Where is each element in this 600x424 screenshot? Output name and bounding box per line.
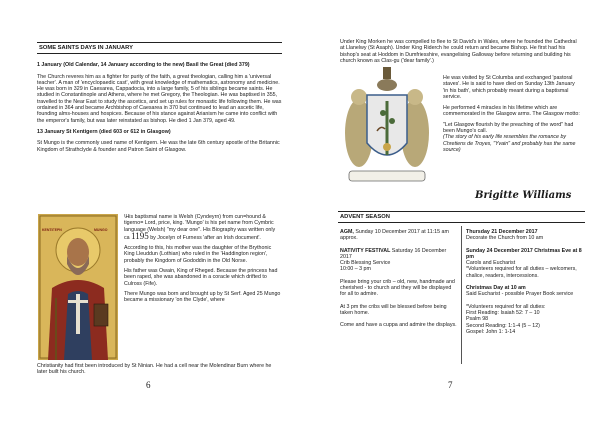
icon-side-text	[124, 214, 282, 308]
st-mungo-icon-image	[38, 214, 118, 360]
advent-left-column	[340, 229, 458, 335]
blessed-text: At 3 pm the cribs will be blessed before being taken home.	[340, 303, 447, 316]
story-text: (The story of his early life resembles the romance by Chretiens de Troyes, "Yvain" and probably has the same source)	[443, 134, 576, 153]
agm-bold: AGM,	[340, 229, 354, 235]
baptismal-paragraph	[124, 214, 282, 241]
icon-label-left: ΚΕΝΤΙΓΕΡΝ	[42, 228, 62, 232]
page-number-right: 7	[448, 380, 453, 390]
column-divider	[461, 226, 462, 364]
glasgow-coat-of-arms-image	[339, 63, 435, 189]
sunday-item	[466, 248, 584, 279]
thursday-item	[466, 229, 584, 242]
motto-text: "Let Glasgow flourish by the preaching of the word" had been Mungo's call.	[443, 121, 574, 135]
christmas-day-bold: Christmas Day at 10 am	[466, 285, 526, 292]
father-text: His father was Owain, King of Rheged. Because the princess had been raped, she was abandoned in a coracle which drifted to Culross (Fife).	[124, 268, 278, 287]
baptismal-text-b: by Jocelyn of Furness 'after an Irish document'.	[148, 234, 261, 241]
advent-heading: ADVENT SEASON	[338, 211, 585, 223]
christmas-day-line1: Said Eucharist - possible Prayer Book service	[466, 291, 574, 298]
baptismal-year: 1195	[131, 230, 149, 241]
basil-text: The Church reveres him as a fighter for purity of the faith, a great theologian, calling him a 'universal teacher'. A man of 'encyclopaedic cast', with great knowledge of mathematics, astronomy and medicine. He was born in 329 in Caesarea, Cappadocia, into a large family, 5 of his siblings became saints. He studied in Constantinople and Athens, where he met Gregory, the Theologian. He was baptised in 355, travelled to the Near East to study the ascetics, and set up rules for monastic life following them. He was ordained in 364 and became Archbishop of Caesarea in 370 but continued to lead an ascetic life, founding alms-houses and hospices. Because of his stance against Arianism he came into conflict with the emperor's family, but was later reinstated as bishop. He died 1 Jan 379, aged 49.	[37, 73, 282, 124]
baptismal-text-a: \His baptismal name is Welsh (Cyndeyrn) from cun=hound & tigerno= Lord, price, king. 'Mungo' is his pet name from Cymbric language (Welsh) "my dear one". His Biography was written only ca	[124, 214, 276, 241]
thursday-text: Decorate the Church from 10 am	[466, 235, 544, 242]
right-page	[300, 0, 600, 424]
sunday-line2: *Volunteers required for all duties – welcomers, chalice, readers, intercessions.	[466, 266, 577, 279]
page-number-left: 6	[146, 380, 151, 390]
nativity-item	[340, 248, 458, 273]
kentigern-title: 13 January St Kentigern (died 603 or 612 in Glasgow)	[37, 128, 171, 135]
cuppa-text: Come and have a cuppa and admire the displays.	[340, 322, 457, 329]
volunteers-text: *Volunteers required for all duties:	[466, 303, 546, 310]
left-column	[37, 42, 282, 158]
agm-text: Sunday 10 December 2017 at 11:15 am approx.	[340, 229, 449, 242]
reading-1: First Reading: Isaiah 52: 7 – 10	[466, 309, 540, 316]
nativity-line3: 10:00 – 3 pm	[340, 266, 371, 273]
readings-item	[466, 304, 584, 335]
miracles-text: He performed 4 miracles in his lifetime which are commemorated in the Glasgow arms. The Glasgow motto:	[443, 105, 580, 118]
kentigern-text: St Mungo is the commonly used name of Kentigern. He was the late 6th century apostle of the Britannic Kingdom of Strathclyde & founder and Patron Saint of Glasgow.	[37, 140, 280, 153]
basil-title: 1 January (Old Calendar, 14 January according to the new) Basil the Great (died 379)	[37, 62, 250, 69]
reading-2: Psalm 98	[466, 316, 489, 323]
nativity-text: Saturday 16 December 2017	[340, 247, 447, 260]
thursday-bold: Thursday 21 December 2017	[466, 229, 538, 235]
saints-heading: SOME SAINTS DAYS IN JANUARY	[37, 42, 282, 54]
agm-item	[340, 229, 458, 242]
columba-text: He was visited by St Columba and exchanged 'pastoral staves'. He is said to have died on Sunday 13th January 'in his bath', which probably meant during a baptismal service.	[443, 75, 575, 100]
right-mid-text	[443, 75, 581, 158]
left-bottom-text: Christianity had first been introduced by St Ninian. He had a cell near the Molendinar Burn where he later built his church.	[37, 363, 272, 376]
reading-3: Second Reading: 1:1-4 (5 – 12)	[466, 322, 540, 329]
right-top-text: Under King Morken he was compelled to flee to St David's in Wales, where he founded the Cathedral at Llanelwy (St Asaph). Under King Riderch he could return and became Bishop. He first had his bishop's seat at Hoddom in Dumfriesshire, evangelising Galloway before returning and building his church known as Clas-gu ('dear family'.)	[340, 39, 577, 64]
crib-text: Please bring your crib – old, new, handmade and cherished - to church and they will be displayed for all to admire.	[340, 278, 455, 298]
icon-label-right: MUNGO	[94, 228, 108, 232]
christmas-day-item	[466, 285, 584, 298]
mungo-text: There Mungo was born and brought up by St Serf. Aged 25 Mungo became a missionary 'on the Clyde', where	[124, 290, 281, 304]
sunday-bold: Sunday 24 December 2017 Christmas Eve at 8 pm	[466, 247, 582, 260]
nativity-bold: NATIVITY FESTIVAL	[340, 247, 391, 254]
signature: Brigitte Williams	[475, 190, 572, 201]
reading-4: Gospel: John 1: 1-14	[466, 328, 516, 335]
mother-text: According to this, his mother was the daughter of the Brythonic King Lleuddun (Lothian) who ruled in the 'Haddington region', probably the Kingdom of Gododdin in the Old Norse.	[124, 245, 272, 264]
advent-right-column	[466, 229, 584, 335]
sunday-line1: Carols and Eucharist	[466, 260, 516, 267]
nativity-line2: Crib Blessing Service	[340, 260, 391, 267]
